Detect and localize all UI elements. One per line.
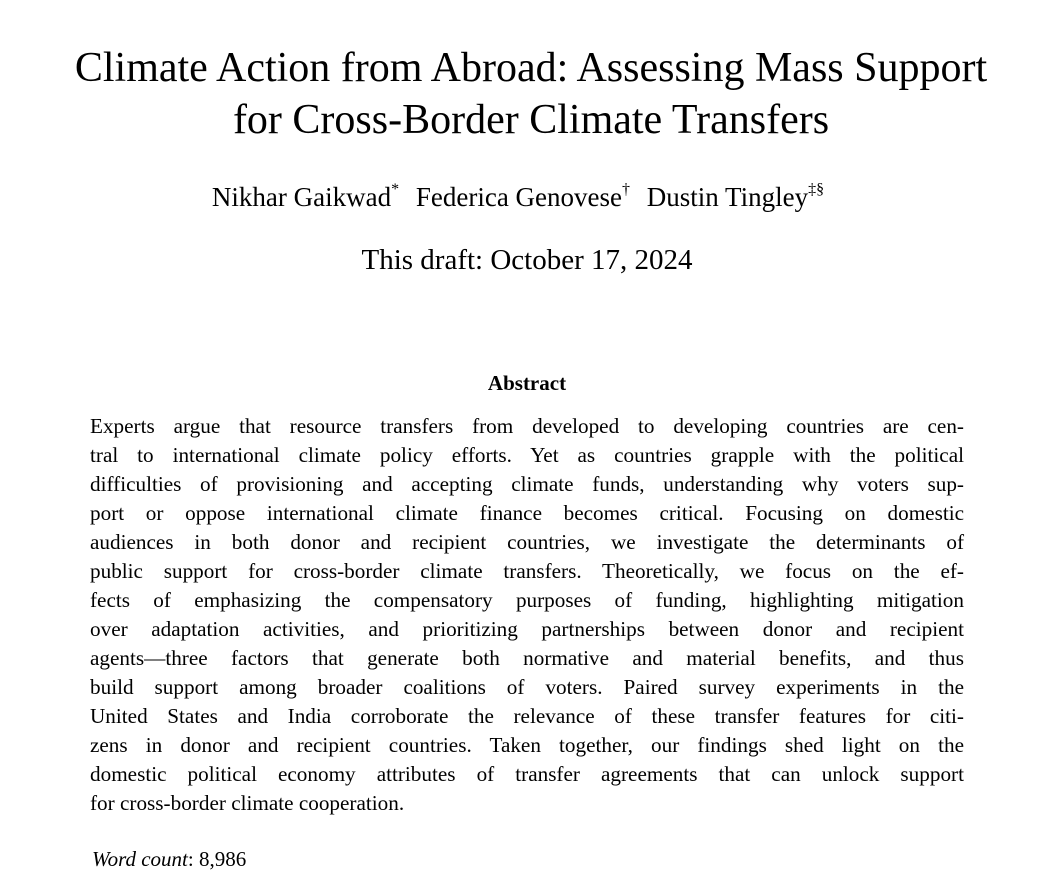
abstract-line: audiences in both donor and recipient countries, we investigate the determinants of — [90, 530, 964, 554]
author-list — [0, 180, 1036, 214]
paper-title — [20, 42, 1042, 146]
abstract-line: over adaptation activities, and prioritizing partnerships between donor and recipient — [90, 617, 964, 641]
word-count-separator: : — [187, 847, 194, 871]
author-name: Federica Genovese — [415, 182, 623, 212]
draft-date: This draft: October 17, 2024 — [361, 244, 693, 276]
abstract-line: for cross-border climate cooperation. — [90, 791, 405, 815]
author-footnote-mark: † — [622, 181, 631, 198]
abstract-line: agents—three factors that generate both normative and material benefits, and thus — [90, 646, 964, 670]
abstract-line: tral to international climate policy efforts. Yet as countries grapple with the political — [90, 443, 964, 467]
author-footnote-mark: ‡§ — [808, 181, 825, 198]
abstract-line: difficulties of provisioning and accepting climate funds, understanding why voters sup- — [90, 472, 964, 496]
word-count-label: Word count — [92, 847, 188, 871]
abstract-text — [90, 412, 964, 818]
word-count — [92, 846, 246, 872]
author-footnote-mark: * — [391, 181, 400, 198]
word-count-value: 8,986 — [198, 847, 247, 871]
title-line-1: Climate Action from Abroad: Assessing Mass Support — [74, 45, 988, 91]
abstract-line: United States and India corroborate the relevance of these transfer features for citi- — [90, 704, 964, 728]
abstract-line: fects of emphasizing the compensatory purposes of funding, highlighting mitigation — [90, 588, 964, 612]
abstract-heading: Abstract — [487, 371, 567, 395]
author-name: Dustin Tingley — [646, 182, 809, 212]
author-3 — [647, 182, 824, 212]
author-2 — [416, 182, 630, 212]
abstract-line: public support for cross-border climate transfers. Theoretically, we focus on the ef- — [90, 559, 964, 583]
abstract-line: domestic political economy attributes of transfer agreements that can unlock support — [90, 762, 964, 786]
abstract-line: port or oppose international climate finance becomes critical. Focusing on domestic — [90, 501, 964, 525]
abstract-line: Experts argue that resource transfers from developed to developing countries are cen- — [90, 414, 964, 438]
author-name: Nikhar Gaikwad — [211, 182, 392, 212]
author-1 — [212, 182, 399, 212]
title-line-2: for Cross-Border Climate Transfers — [232, 97, 830, 143]
abstract-line: zens in donor and recipient countries. Taken together, our findings shed light on the — [90, 733, 964, 757]
abstract-line: build support among broader coalitions of voters. Paired survey experiments in the — [90, 675, 964, 699]
